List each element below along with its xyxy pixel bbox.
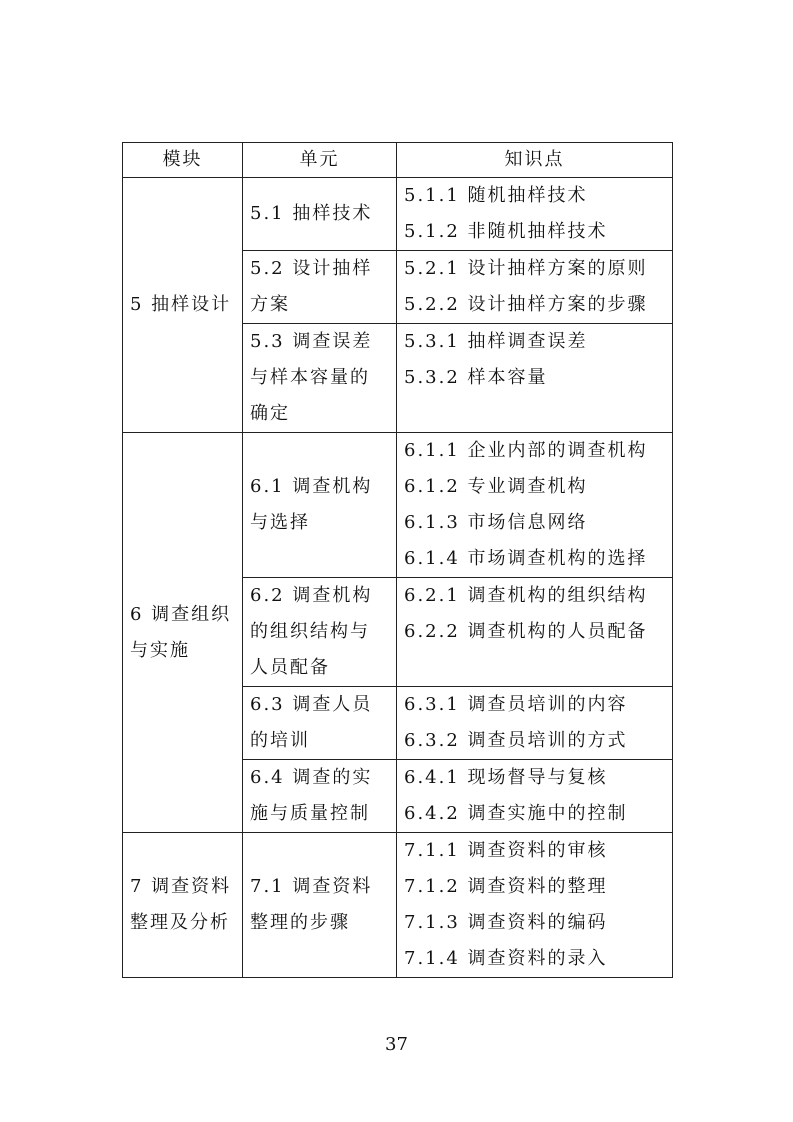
page-number: 37	[385, 1034, 408, 1055]
knowledge-point: 6.3.2 调查员培训的方式	[404, 730, 628, 751]
knowledge-point: 5.3.2 样本容量	[404, 367, 548, 388]
unit-cell: 5.2 设计抽样方案	[243, 251, 397, 324]
module-cell: 6 调查组织与实施	[123, 433, 243, 833]
points-cell	[397, 760, 673, 833]
header-points: 知识点	[397, 143, 673, 178]
knowledge-point: 5.3.1 抽样调查误差	[404, 331, 588, 352]
knowledge-point: 7.1.3 调查资料的编码	[404, 912, 608, 933]
knowledge-point: 5.2.1 设计抽样方案的原则	[404, 258, 648, 279]
knowledge-point: 6.1.4 市场调查机构的选择	[404, 548, 648, 569]
knowledge-point: 6.2.1 调查机构的组织结构	[404, 585, 648, 606]
unit-cell: 6.3 调查人员的培训	[243, 687, 397, 760]
knowledge-point: 6.1.1 企业内部的调查机构	[404, 440, 648, 461]
knowledge-point: 6.3.1 调查员培训的内容	[404, 694, 628, 715]
unit-cell: 6.2 调查机构的组织结构与人员配备	[243, 578, 397, 687]
unit-cell: 6.1 调查机构与选择	[243, 433, 397, 578]
header-unit: 单元	[243, 143, 397, 178]
knowledge-point: 5.1.1 随机抽样技术	[404, 185, 588, 206]
table-row	[123, 433, 673, 578]
knowledge-point: 6.4.1 现场督导与复核	[404, 767, 608, 788]
points-cell	[397, 433, 673, 578]
knowledge-point: 6.1.3 市场信息网络	[404, 512, 588, 533]
syllabus-table	[122, 142, 673, 978]
knowledge-point: 7.1.4 调查资料的录入	[404, 948, 608, 969]
unit-cell: 6.4 调查的实施与质量控制	[243, 760, 397, 833]
points-cell	[397, 178, 673, 251]
points-cell	[397, 578, 673, 687]
points-cell	[397, 687, 673, 760]
points-cell	[397, 324, 673, 433]
knowledge-point: 7.1.1 调查资料的审核	[404, 840, 608, 861]
points-cell	[397, 251, 673, 324]
knowledge-point: 5.1.2 非随机抽样技术	[404, 221, 608, 242]
module-cell: 7 调查资料整理及分析	[123, 833, 243, 978]
knowledge-point: 5.2.2 设计抽样方案的步骤	[404, 294, 648, 315]
table-row	[123, 833, 673, 978]
knowledge-point: 6.1.2 专业调查机构	[404, 476, 588, 497]
knowledge-point: 7.1.2 调查资料的整理	[404, 876, 608, 897]
knowledge-point: 6.4.2 调查实施中的控制	[404, 803, 628, 824]
unit-cell: 7.1 调查资料整理的步骤	[243, 833, 397, 978]
knowledge-point: 6.2.2 调查机构的人员配备	[404, 621, 648, 642]
header-row	[123, 143, 673, 178]
header-module: 模块	[123, 143, 243, 178]
unit-cell: 5.1 抽样技术	[243, 178, 397, 251]
module-cell: 5 抽样设计	[123, 178, 243, 433]
points-cell	[397, 833, 673, 978]
table-row	[123, 178, 673, 251]
unit-cell: 5.3 调查误差与样本容量的确定	[243, 324, 397, 433]
